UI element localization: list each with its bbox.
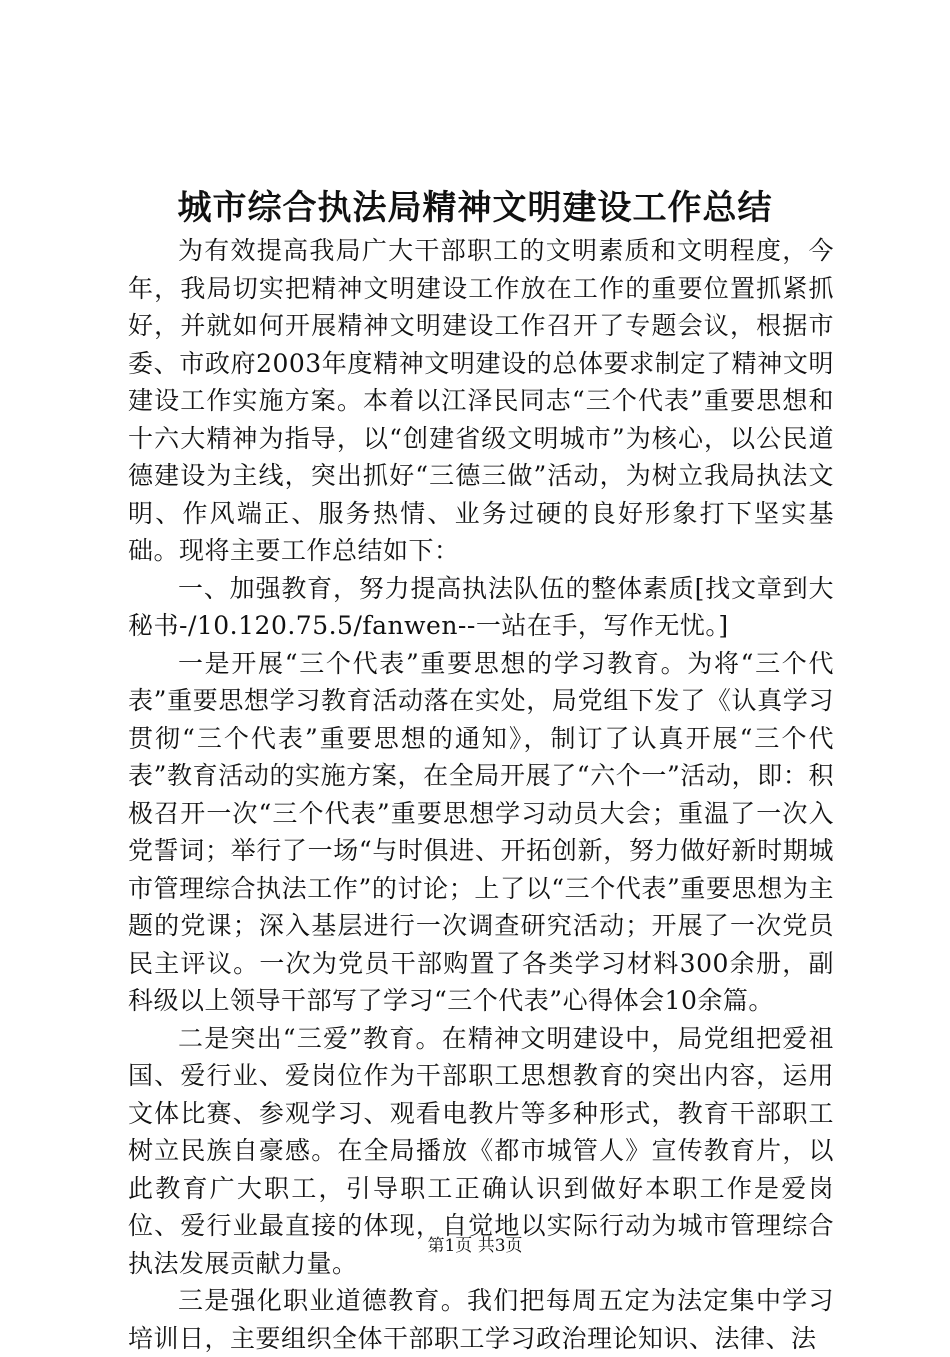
paragraph-intro: 为有效提高我局广大干部职工的文明素质和文明程度，今年，我局切实把精神文明建设工作放在工作的重要位置抓紧抓好，并就如何开展精神文明建设工作召开了专题会议，根据市委、市政府2003年度精神文明建设的总体要求制定了精神文明建设工作实施方案。本着以江泽民同志“三个代表”重要思想和十六大精神为指导，以“创建省级文明城市”为核心，以公民道德建设为主线，突出抓好“三德三做”活动，为树立我局执法文明、作风端正、服务热情、业务过硬的良好形象打下坚实基础。现将主要工作总结如下： xyxy=(128,236,834,565)
paragraph-section-heading: 一、加强教育，努力提高执法队伍的整体素质[找文章到大秘书-/10.120.75.5/fanwen--一站在手，写作无忧。] xyxy=(128,573,834,640)
document-body xyxy=(128,232,834,1357)
page-footer: 第1页 共3页 xyxy=(427,1236,523,1256)
paragraph-three-loves: 二是突出“三爱”教育。在精神文明建设中，局党组把爱祖国、爱行业、爱岗位作为干部职工思想教育的突出内容，运用文体比赛、参观学习、观看电教片等多种形式，教育干部职工树立民族自豪感。在全局播放《都市城管人》宣传教育片，以此教育广大职工，引导职工正确认识到做好本职工作是爱岗位、爱行业最直接的体现，自觉地以实际行动为城市管理综合执法发展贡献力量。 xyxy=(128,1023,834,1278)
paragraph-three-represents: 一是开展“三个代表”重要思想的学习教育。为将“三个代表”重要思想学习教育活动落在实处，局党组下发了《认真学习贯彻“三个代表”重要思想的通知》，制订了认真开展“三个代表”教育活动的实施方案，在全局开展了“六个一”活动，即：积极召开一次“三个代表”重要思想学习动员大会；重温了一次入党誓词；举行了一场“与时俱进、开拓创新，努力做好新时期城市管理综合执法工作”的讨论；上了以“三个代表”重要思想为主题的党课；深入基层进行一次调查研究活动；开展了一次党员民主评议。一次为党员干部购置了各类学习材料300余册，副科级以上领导干部写了学习“三个代表”心得体会10余篇。 xyxy=(128,648,834,1015)
document-title: 城市综合执法局精神文明建设工作总结 xyxy=(177,188,773,228)
paragraph-professional-ethics: 三是强化职业道德教育。我们把每周五定为法定集中学习培训日，主要组织全体干部职工学习政治理论知识、法律、法 xyxy=(128,1286,834,1353)
